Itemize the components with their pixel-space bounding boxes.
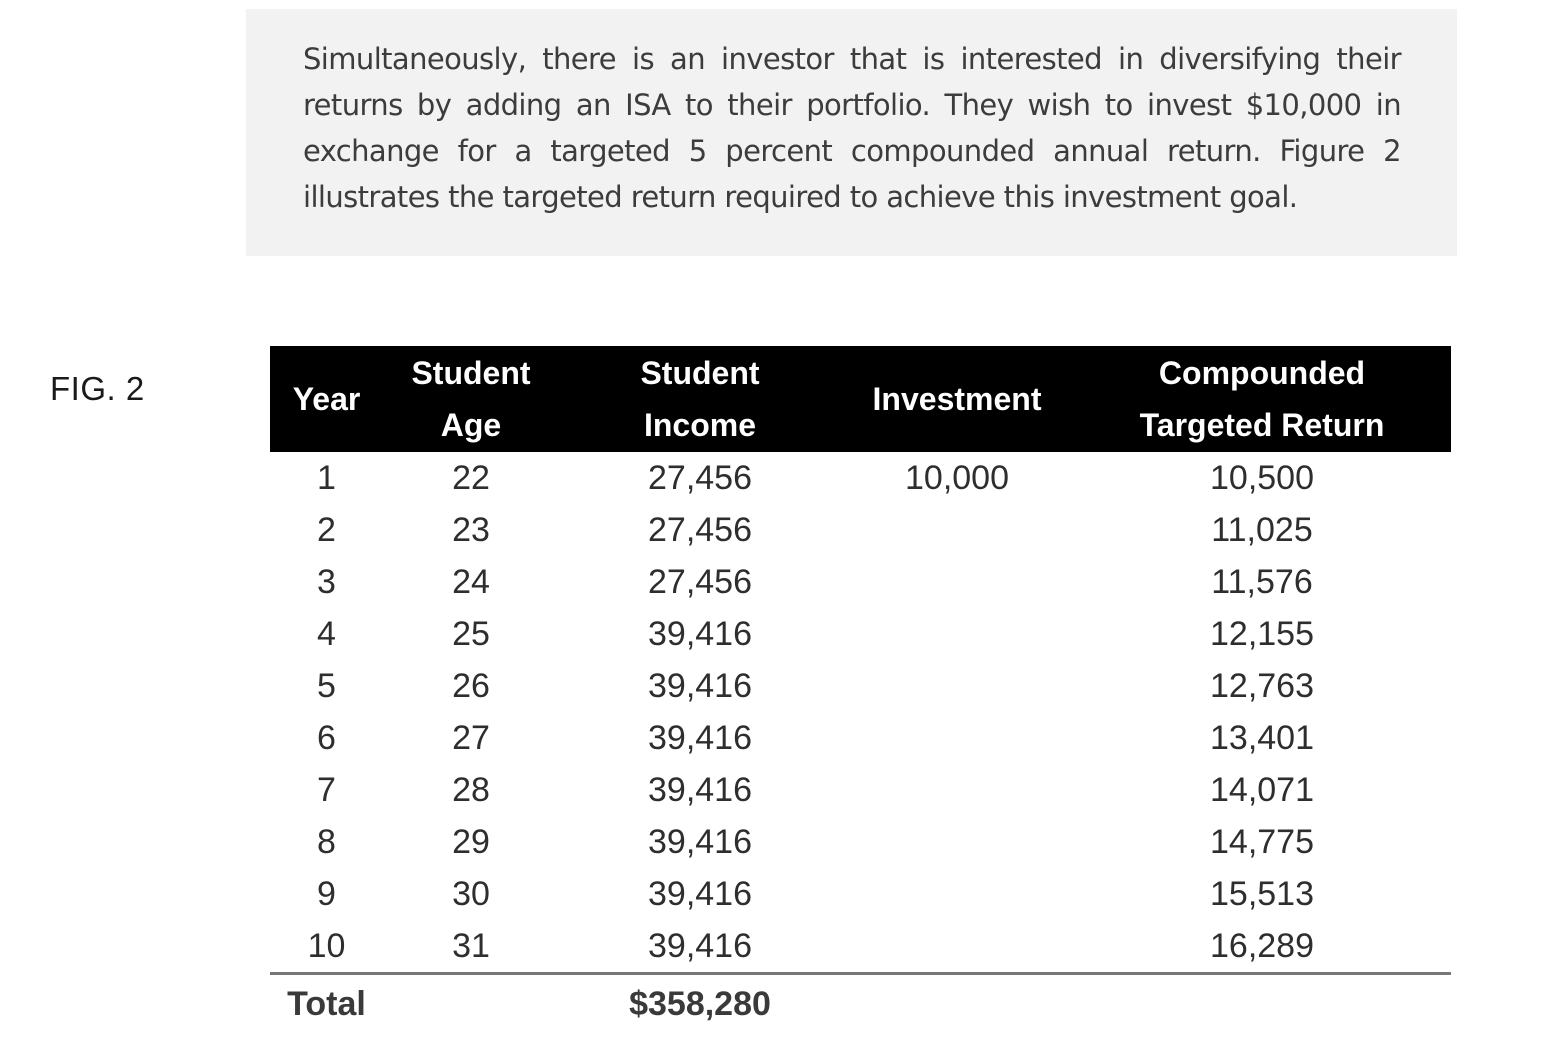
header-year — [270, 346, 383, 452]
total-return-cell — [1073, 974, 1451, 1034]
total-investment-cell — [841, 974, 1073, 1034]
year-cell: 7 — [317, 771, 336, 809]
header-investment-label: Investment — [872, 381, 1042, 417]
investment-cell — [841, 920, 1073, 974]
table-row — [270, 660, 1451, 712]
table-header-row — [270, 346, 1451, 452]
callout-text: Simultaneously, there is an investor that is interested in diversifying their returns by adding an ISA to their portfolio. They wish to invest $10,000 in exchange for a targeted 5 percent compounded annual return. Figure 2 illustrates the targeted return required to achieve this investment goal. — [303, 42, 1401, 214]
age-cell: 26 — [452, 667, 490, 705]
year-cell: 4 — [317, 615, 336, 653]
table-row — [270, 920, 1451, 974]
income-cell: 27,456 — [648, 459, 752, 497]
header-income-line1: Student — [640, 355, 760, 391]
year-cell: 3 — [317, 563, 336, 601]
age-cell: 28 — [452, 771, 490, 809]
table-row — [270, 816, 1451, 868]
investment-cell — [841, 608, 1073, 660]
investment-cell — [841, 868, 1073, 920]
header-year-label: Year — [292, 381, 361, 417]
table-row — [270, 868, 1451, 920]
return-cell: 15,513 — [1210, 875, 1314, 913]
income-cell: 27,456 — [648, 563, 752, 601]
year-cell: 10 — [270, 920, 383, 974]
header-return-line2: Targeted Return — [1139, 407, 1385, 443]
callout-box — [246, 9, 1457, 256]
year-cell: 9 — [317, 875, 336, 913]
table-row — [270, 712, 1451, 764]
age-cell: 30 — [452, 875, 490, 913]
investment-cell: 10,000 — [905, 459, 1009, 497]
investment-cell — [841, 764, 1073, 816]
year-cell: 8 — [317, 823, 336, 861]
header-age-line1: Student — [411, 355, 531, 391]
table-row — [270, 504, 1451, 556]
table-row — [270, 764, 1451, 816]
year-cell: 2 — [317, 511, 336, 549]
investment-cell — [841, 712, 1073, 764]
return-cell: 13,401 — [1210, 719, 1314, 757]
header-student-age — [383, 346, 559, 452]
age-cell: 22 — [452, 459, 490, 497]
return-cell: 11,576 — [1211, 563, 1313, 601]
investment-cell — [841, 660, 1073, 712]
header-investment — [841, 346, 1073, 452]
header-return-line1: Compounded — [1158, 355, 1366, 391]
age-cell: 24 — [452, 563, 490, 601]
figure-label: FIG. 2 — [50, 370, 145, 407]
return-cell: 10,500 — [1210, 459, 1314, 497]
return-cell: 11,025 — [1211, 511, 1313, 549]
age-cell: 23 — [452, 511, 490, 549]
table-body — [270, 452, 1451, 974]
income-cell: 39,416 — [648, 615, 752, 653]
income-cell: 39,416 — [648, 719, 752, 757]
income-cell: 39,416 — [648, 771, 752, 809]
investment-cell — [841, 556, 1073, 608]
return-cell: 12,763 — [1210, 667, 1314, 705]
table-row — [270, 608, 1451, 660]
total-label: Total — [287, 985, 366, 1023]
income-cell: 39,416 — [559, 920, 841, 974]
return-cell: 16,289 — [1073, 920, 1451, 974]
age-cell: 29 — [452, 823, 490, 861]
investment-cell — [841, 816, 1073, 868]
returns-table — [270, 346, 1451, 1033]
header-age-line2: Age — [440, 407, 502, 443]
income-cell: 39,416 — [648, 823, 752, 861]
total-income: $358,280 — [629, 985, 771, 1023]
age-cell: 25 — [452, 615, 490, 653]
table-row — [270, 556, 1451, 608]
age-cell: 31 — [383, 920, 559, 974]
return-cell: 14,071 — [1210, 771, 1314, 809]
age-cell: 27 — [452, 719, 490, 757]
income-cell: 39,416 — [648, 667, 752, 705]
year-cell: 1 — [317, 459, 336, 497]
year-cell: 5 — [317, 667, 336, 705]
return-cell: 12,155 — [1210, 615, 1314, 653]
income-cell: 39,416 — [648, 875, 752, 913]
header-compounded-return — [1073, 346, 1451, 452]
header-student-income — [559, 346, 841, 452]
total-row — [270, 974, 1451, 1034]
income-cell: 27,456 — [648, 511, 752, 549]
year-cell: 6 — [317, 719, 336, 757]
return-cell: 14,775 — [1210, 823, 1314, 861]
investment-cell — [841, 504, 1073, 556]
header-income-line2: Income — [643, 407, 757, 443]
total-age-cell — [383, 974, 559, 1034]
table-row — [270, 452, 1451, 504]
